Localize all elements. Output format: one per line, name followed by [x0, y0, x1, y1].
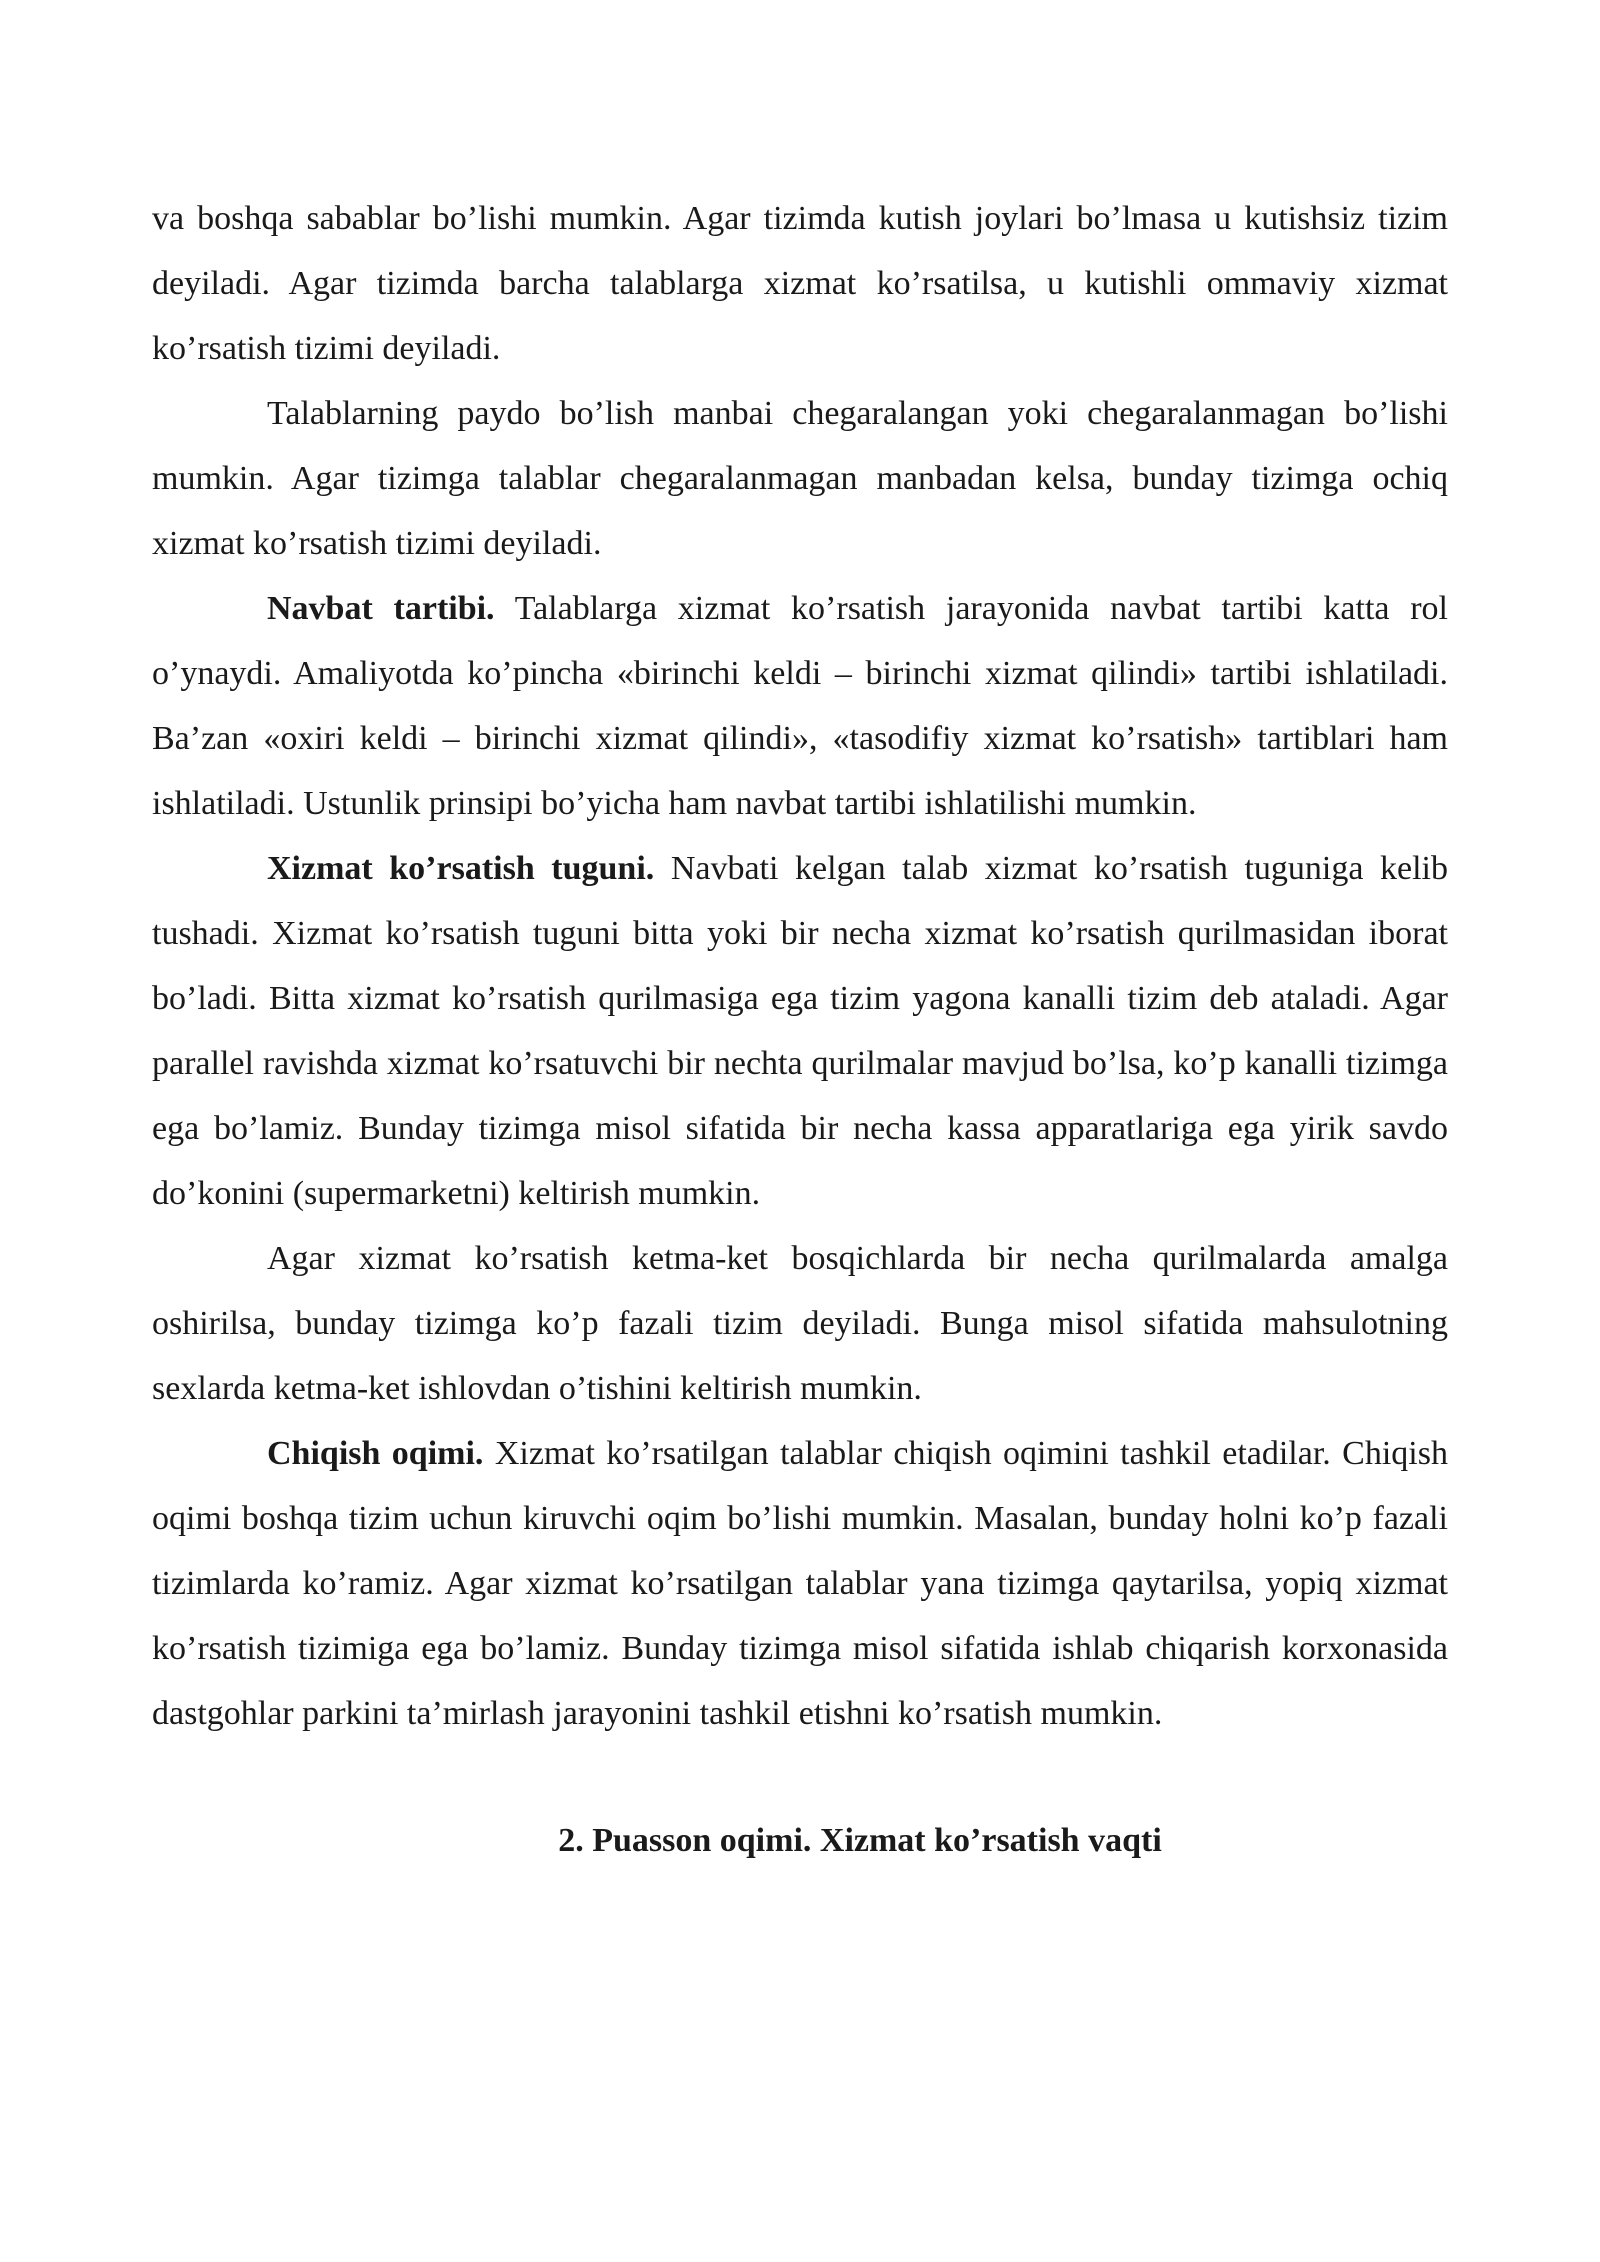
- paragraph-1: [152, 186, 1448, 381]
- paragraph-3-text: Talablarga xizmat ko’rsatish jarayonida navbat tartibi katta rol o’ynaydi. Amaliyotda ko’pincha «birinchi keldi – birinchi xizmat qilindi» tartibi ishlatiladi. Ba’zan «oxiri keldi – birinchi xizmat qilindi», «tasodifiy xizmat ko’rsatish» tartiblari ham ishlatiladi. Ustunlik prinsipi bo’yicha ham navbat tartibi ishlatilishi mumkin.: [152, 590, 1448, 822]
- paragraph-chiqish-oqimi: [152, 1421, 1448, 1746]
- paragraph-5: [152, 1226, 1448, 1421]
- paragraph-navbat-tartibi: [152, 576, 1448, 836]
- document-page: [152, 186, 1448, 1873]
- paragraph-5-text: Agar xizmat ko’rsatish ketma-ket bosqichlarda bir necha qurilmalarda amalga oshirilsa, bunday tizimga ko’p fazali tizim deyiladi. Bunga misol sifatida mahsulotning sexlarda ketma-ket ishlovdan o’tishini keltirish mumkin.: [152, 1240, 1448, 1407]
- paragraph-xizmat-tuguni: [152, 836, 1448, 1226]
- paragraph-6-lead: Chiqish oqimi.: [267, 1435, 484, 1472]
- section-heading: 2. Puasson oqimi. Xizmat ko’rsatish vaqti: [558, 1822, 1162, 1859]
- paragraph-2: [152, 381, 1448, 576]
- paragraph-4-lead: Xizmat ko’rsatish tuguni.: [267, 850, 655, 887]
- paragraph-3-lead: Navbat tartibi.: [267, 590, 495, 627]
- paragraph-1-text: va boshqa sabablar bo’lishi mumkin. Agar tizimda kutish joylari bo’lmasa u kutishsiz tizim deyiladi. Agar tizimda barcha talablarga xizmat ko’rsatilsa, u kutishli ommaviy xizmat ko’rsatish tizimi deyiladi.: [152, 200, 1448, 367]
- paragraph-2-text: Talablarning paydo bo’lish manbai chegaralangan yoki chegaralanmagan bo’lishi mumkin. Agar tizimga talablar chegaralanmagan manbadan kelsa, bunday tizimga ochiq xizmat ko’rsatish tizimi deyiladi.: [152, 395, 1448, 562]
- paragraph-6-text: Xizmat ko’rsatilgan talablar chiqish oqimini tashkil etadilar. Chiqish oqimi boshqa tizim uchun kiruvchi oqim bo’lishi mumkin. Masalan, bunday holni ko’p fazali tizimlarda ko’ramiz. Agar xizmat ko’rsatilgan talablar yana tizimga qaytarilsa, yopiq xizmat ko’rsatish tizimiga ega bo’lamiz. Bunday tizimga misol sifatida ishlab chiqarish korxonasida dastgohlar parkini ta’mirlash jarayonini tashkil etishni ko’rsatish mumkin.: [152, 1435, 1448, 1732]
- paragraph-4-text: Navbati kelgan talab xizmat ko’rsatish tuguniga kelib tushadi. Xizmat ko’rsatish tuguni bitta yoki bir necha xizmat ko’rsatish qurilmasidan iborat bo’ladi. Bitta xizmat ko’rsatish qurilmasiga ega tizim yagona kanalli tizim deb ataladi. Agar parallel ravishda xizmat ko’rsatuvchi bir nechta qurilmalar mavjud bo’lsa, ko’p kanalli tizimga ega bo’lamiz. Bunday tizimga misol sifatida bir necha kassa apparatlariga ega yirik savdo do’konini (supermarketni) keltirish mumkin.: [152, 850, 1448, 1212]
